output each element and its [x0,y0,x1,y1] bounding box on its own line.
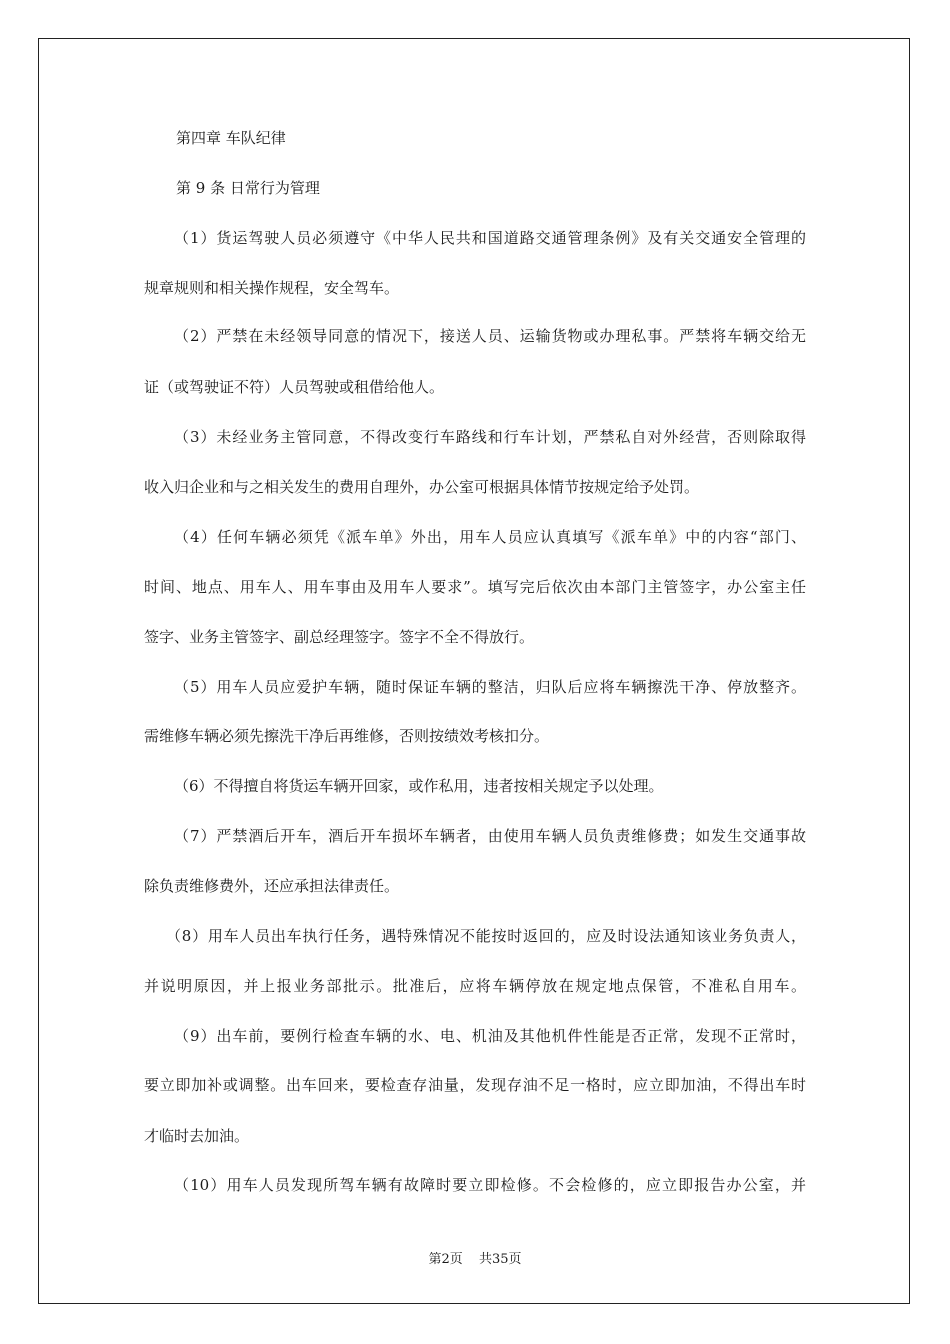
text-line: 才临时去加油。 [144,1127,250,1145]
text-line: 要立即加补或调整。出车回来，要检查存油量，发现存油不足一格时，应立即加油，不得出车时 [144,1076,806,1094]
text-line: 收入归企业和与之相关发生的费用自理外，办公室可根据具体情节按规定给予处罚。 [144,478,700,496]
text-line: 证（或驾驶证不符）人员驾驶或租借给他人。 [144,378,445,396]
text-line: （5）用车人员应爱护车辆，随时保证车辆的整洁，归队后应将车辆擦洗干净、停放整齐。 [174,678,806,696]
text-line: （3）未经业务主管同意，不得改变行车路线和行车计划，严禁私自对外经营，否则除取得 [174,428,806,446]
text-line: 规章规则和相关操作规程，安全驾车。 [144,279,400,297]
text-line: 签字、业务主管签字、副总经理签字。签字不全不得放行。 [144,628,535,646]
text-line: 需维修车辆必须先擦洗干净后再维修，否则按绩效考核扣分。 [144,727,550,745]
page-footer [0,1248,950,1267]
text-line: （6）不得擅自将货运车辆开回家，或作私用，违者按相关规定予以处理。 [174,777,664,795]
text-line: 时间、地点、用车人、用车事由及用车人要求”。填写完后依次由本部门主管签字，办公室主任 [144,578,806,596]
text-line: 第四章 车队纪律 [176,129,286,147]
text-line: （9）出车前，要例行检查车辆的水、电、机油及其他机件性能是否正常，发现不正常时， [174,1027,806,1045]
text-line: （2）严禁在未经领导同意的情况下，接送人员、运输货物或办理私事。严禁将车辆交给无 [174,327,806,345]
page-number: 第2页 [428,1252,463,1267]
page-total: 共35页 [478,1252,522,1267]
text-line: （4）任何车辆必须凭《派车单》外出，用车人员应认真填写《派车单》中的内容“部门、 [174,528,806,546]
text-line: 第 9 条 日常行为管理 [176,179,320,197]
text-line: （10）用车人员发现所驾车辆有故障时要立即检修。不会检修的，应立即报告办公室，并 [174,1176,806,1194]
text-line: （8）用车人员出车执行任务，遇特殊情况不能按时返回的，应及时设法通知该业务负责人， [166,927,806,945]
text-line: 除负责维修费外，还应承担法律责任。 [144,877,400,895]
text-line: 并说明原因，并上报业务部批示。批准后，应将车辆停放在规定地点保管，不准私自用车。 [144,977,806,995]
text-line: （1）货运驾驶人员必须遵守《中华人民共和国道路交通管理条例》及有关交通安全管理的 [174,229,806,247]
text-line: （7）严禁酒后开车，酒后开车损坏车辆者，由使用车辆人员负责维修费；如发生交通事故 [174,827,806,845]
